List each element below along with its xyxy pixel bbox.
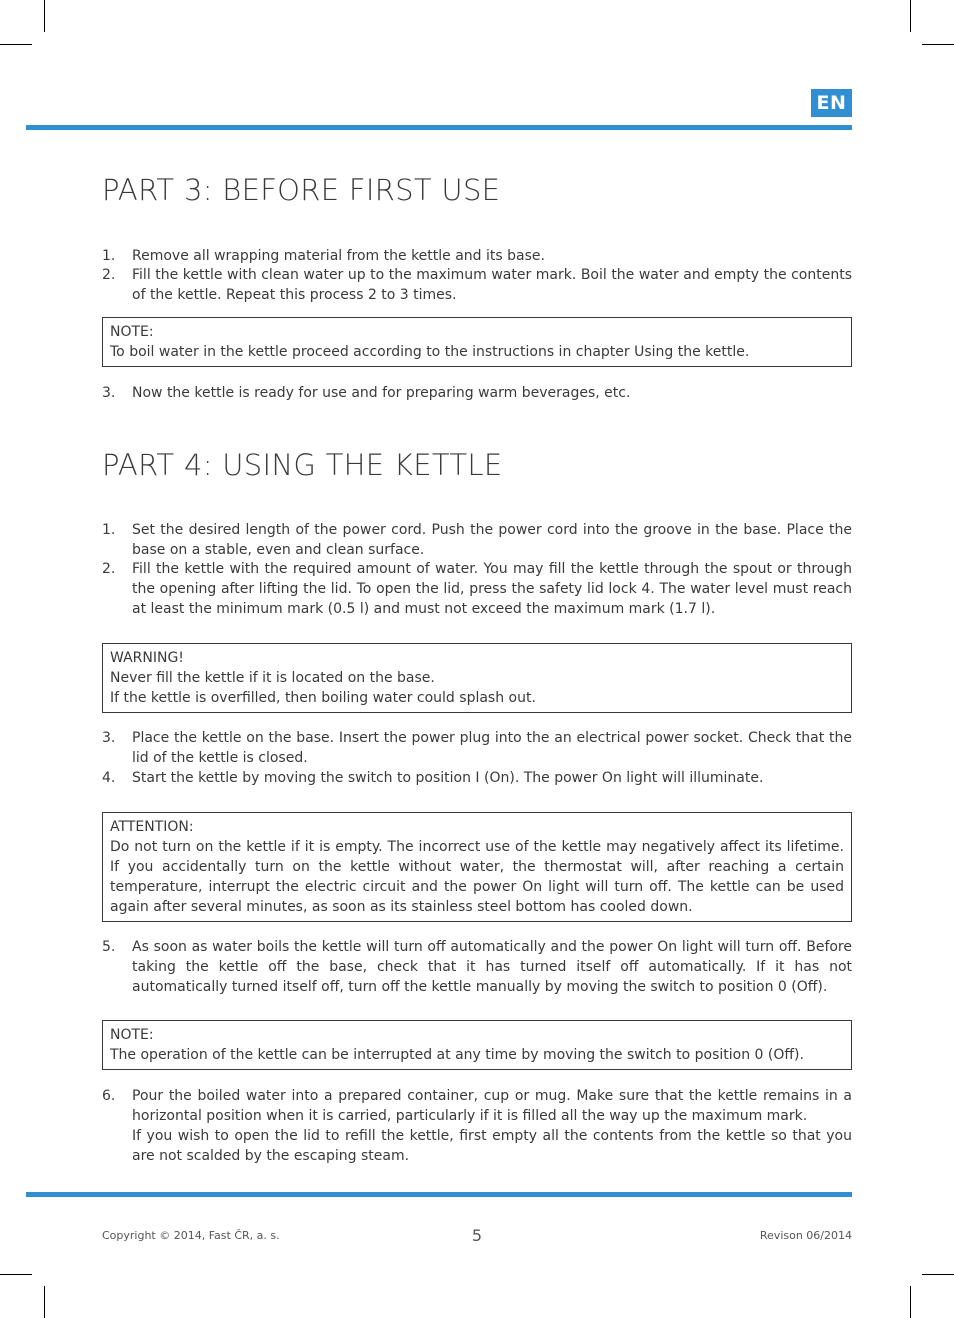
list-text: Start the kettle by moving the switch to position I (On). The power On light will illuminate. [132,770,764,786]
note-label: NOTE: [110,1027,154,1043]
list-text: Fill the kettle with clean water up to the maximum water mark. Boil the water and empty the contents of the kettle. Repeat this process 2 to 3 times. [132,267,852,303]
list-text-paragraph: If you wish to open the lid to refill the kettle, first empty all the contents from the kettle so that you are not scalded by the escaping steam. [132,1128,852,1164]
note-box [102,317,852,367]
top-divider [26,125,852,130]
list-item [102,728,852,768]
language-badge: EN [811,89,852,117]
warning-box [102,643,852,713]
note-text: To boil water in the kettle proceed according to the instructions in chapter Using the kettle. [110,344,750,360]
footer-copyright: Copyright © 2014, Fast ČR, a. s. [102,1229,280,1242]
warning-text: If the kettle is overfilled, then boiling water could splash out. [110,690,536,706]
list-text-paragraph: Pour the boiled water into a prepared container, cup or mug. Make sure that the kettle remains in a horizontal position when it is carried, particularly if it is filled all the way up the maximum mark. [132,1088,852,1124]
note-text: The operation of the kettle can be interrupted at any time by moving the switch to position 0 (Off). [110,1047,804,1063]
part4-title: PART 4: USING THE KETTLE [102,448,503,482]
list-item [102,559,852,619]
part3-title: PART 3: BEFORE FIRST USE [102,173,501,207]
list-item [102,383,852,403]
list-number: 1. [102,248,116,264]
list-number: 3. [102,730,116,746]
page-number: 5 [471,1226,483,1245]
bottom-divider [26,1192,852,1197]
list-text: Now the kettle is ready for use and for preparing warm beverages, etc. [132,385,631,401]
list-item [102,265,852,305]
list-text: Place the kettle on the base. Insert the power plug into the an electrical power socket. Check that the lid of the kettle is closed. [132,730,852,766]
list-number: 6. [102,1088,116,1104]
crop-mark [910,0,911,32]
warning-label: WARNING! [110,650,184,666]
list-text: Remove all wrapping material from the kettle and its base. [132,248,545,264]
list-text: As soon as water boils the kettle will turn off automatically and the power On light will turn off. Before taking the kettle off the base, check that it has turned itself off automatically. If it has not automatically turned itself off, turn off the kettle manually by moving the switch to position 0 (Off). [132,939,852,995]
list-item [102,520,852,560]
list-item [102,1086,852,1166]
list-number: 1. [102,522,116,538]
list-item [102,768,852,788]
crop-mark [0,44,32,45]
warning-text: Never fill the kettle if it is located on the base. [110,670,435,686]
note-box [102,1020,852,1070]
crop-mark [44,0,45,32]
crop-mark [922,44,954,45]
list-number: 4. [102,770,116,786]
list-number: 5. [102,939,116,955]
list-item [102,246,852,266]
list-number: 3. [102,385,116,401]
list-text: Fill the kettle with the required amount of water. You may fill the kettle through the spout or through the opening after lifting the lid. To open the lid, press the safety lid lock 4. The water level must reach at least the minimum mark (0.5 l) and must not exceed the maximum mark (1.7 l). [132,561,852,617]
list-item [102,937,852,997]
attention-label: ATTENTION: [110,819,194,835]
list-text [132,1086,852,1166]
list-number: 2. [102,267,116,283]
attention-text: Do not turn on the kettle if it is empty. The incorrect use of the kettle may negatively affect its lifetime. If you accidentally turn on the kettle without water, the thermostat will, after reaching a certain temperature, interrupt the electric circuit and the power On light will turn off. The kettle can be used again after several minutes, as soon as its stainless steel bottom has cooled down. [110,839,844,915]
crop-mark [922,1274,954,1275]
list-number: 2. [102,561,116,577]
list-text: Set the desired length of the power cord. Push the power cord into the groove in the base. Place the base on a stable, even and clean surface. [132,522,852,558]
crop-mark [44,1286,45,1318]
footer-revision: Revison 06/2014 [759,1229,852,1242]
note-label: NOTE: [110,324,154,340]
crop-mark [0,1274,32,1275]
attention-box [102,812,852,922]
crop-mark [910,1286,911,1318]
